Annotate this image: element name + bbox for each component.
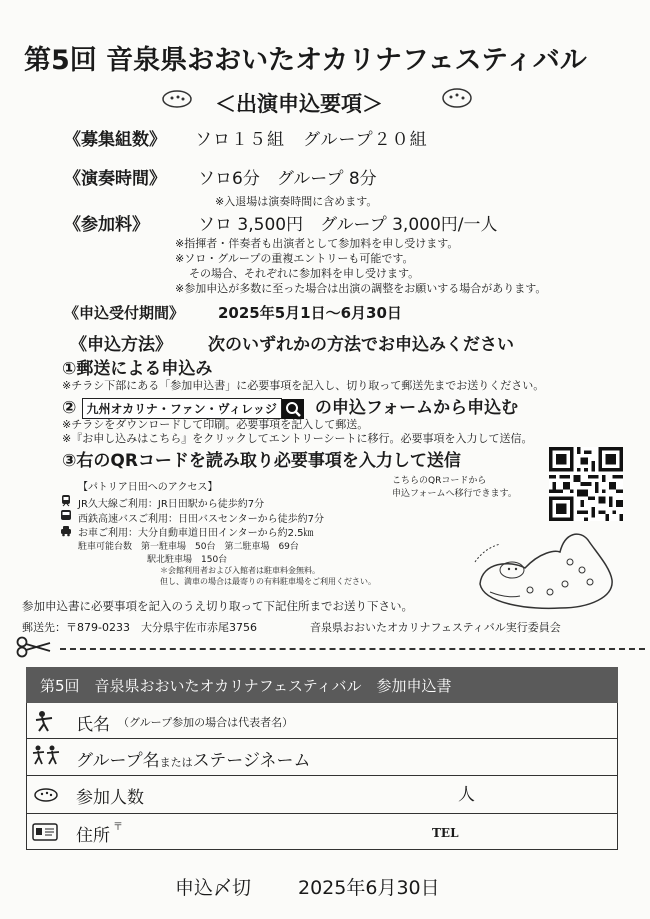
search-input[interactable]: 九州オカリナ・ファン・ヴィレッジ [82, 398, 282, 419]
group-label: グループ名 [76, 751, 160, 771]
period-label: 《申込受付期間》 [64, 304, 185, 322]
access-line: 西鉄高速バスご利用：日田バスセンターから徒歩約7分 [78, 514, 324, 525]
people-icon [32, 783, 60, 805]
time-note: ※入退場は演奏時間に含めます。 [215, 195, 378, 208]
solo-player-icon [32, 709, 60, 733]
form-row-count[interactable] [26, 775, 618, 814]
ocarina-icon [160, 88, 194, 110]
send-instruction: 参加申込書に必要事項を記入のうえ切り取って下記住所までお送り下さい。 [22, 599, 413, 613]
form-row-group[interactable] [26, 738, 618, 776]
method-2-note: ※チラシをダウンロードして印刷。必要事項を記入して郵送。 [62, 418, 369, 431]
deadline-date: 2025年6月30日 [298, 877, 440, 899]
fee-value: ソロ 3,500円 グループ 3,000円/一人 [198, 215, 498, 235]
fee-label: 《参加料》 [64, 215, 149, 235]
group-label-or: または [159, 756, 193, 769]
cut-line [60, 648, 645, 650]
form-header [26, 667, 618, 703]
method-2-note: ※『お申し込みはこちら』をクリックしてエントリーシートに移行。必要事項を入力して送信。 [62, 432, 533, 445]
address-label: 住所 [76, 826, 110, 846]
method-1-note: ※チラシ下部にある「参加申込書」に必要事項を記入し、切り取って郵送先までお送りください。 [62, 379, 545, 392]
name-note: （グループ参加の場合は代表者名） [118, 716, 294, 729]
access-line: JR久大線ご利用：JR日田駅から徒歩約7分 [78, 499, 265, 510]
train-icon [60, 494, 72, 507]
ocarina-illustration [470, 522, 620, 614]
name-label: 氏名 [76, 715, 110, 735]
stage-name-label: ステージネーム [192, 751, 311, 771]
car-icon [60, 524, 72, 537]
fee-note: その場合、それぞれに参加料を申し受けます。 [189, 267, 420, 280]
tel-label: TEL [432, 826, 459, 840]
fee-note: ※ソロ・グループの重複エントリーも可能です。 [175, 252, 414, 265]
period-value: 2025年5月1日〜6月30日 [218, 304, 402, 322]
form-row-address[interactable] [26, 813, 618, 850]
ocarina-icon [440, 86, 474, 110]
time-value: ソロ6分 グループ 8分 [198, 169, 377, 189]
qr-code[interactable] [549, 447, 623, 521]
parking-line: 駅北駐車場 150台 [147, 555, 228, 565]
method-1-title: ①郵送による申込み [62, 359, 213, 379]
access-line: お車ご利用：大分自動車道日田インターから約2.5㎞ [78, 528, 314, 539]
count-label: 参加人数 [76, 788, 144, 808]
organizer: 音泉県おおいたオカリナフェスティバル実行委員会 [310, 621, 561, 634]
count-unit: 人 [458, 785, 475, 805]
page-title: 第5回 音泉県おおいたオカリナフェスティバル [24, 45, 587, 76]
method-2-number: ② [62, 398, 77, 418]
recruit-value: ソロ１５組 グループ２０組 [195, 130, 428, 150]
parking-line: 駐車可能台数 第一駐車場 50台 第二駐車場 69台 [78, 542, 299, 552]
access-note: ＊会館利用者および入館者は駐車料金無料。 [160, 566, 320, 575]
bus-icon [60, 509, 72, 522]
form-row-name[interactable] [26, 703, 618, 739]
method-value: 次のいずれかの方法でお申込みください [208, 335, 514, 355]
method-3-title: ③右のQRコードを読み取り必要事項を入力して送信 [62, 451, 461, 471]
recruit-label: 《募集組数》 [64, 130, 166, 150]
method-label: 《申込方法》 [70, 335, 172, 355]
postal-mark: 〒 [113, 822, 123, 833]
deadline-label: 申込〆切 [175, 877, 252, 899]
mail-address: 郵送先：〒879-0233 大分県宇佐市赤尾3756 [22, 621, 257, 634]
fee-note: ※指揮者・伴奏者も出演者として参加料を申し受けます。 [175, 237, 459, 250]
time-label: 《演奏時間》 [64, 169, 166, 189]
scissors-icon [16, 636, 52, 658]
access-note: 但し、満車の場合は最寄りの有料駐車場をご利用ください。 [160, 577, 376, 586]
id-card-icon [32, 823, 58, 841]
qr-note: 申込フォームへ移行できます。 [392, 489, 517, 499]
fee-note: ※参加申込が多数に至った場合は出演の調整をお願いする場合があります。 [175, 282, 547, 295]
qr-note: こちらのQRコードから [392, 476, 487, 486]
method-2-title: の申込フォームから申込む [314, 398, 519, 418]
form-header-title: 第5回 音泉県おおいたオカリナフェスティバル 参加申込書 [40, 677, 452, 695]
subtitle: ＜出演申込要項＞ [215, 92, 383, 116]
group-players-icon [30, 743, 62, 769]
access-title: 【パトリア日田へのアクセス】 [78, 482, 218, 493]
